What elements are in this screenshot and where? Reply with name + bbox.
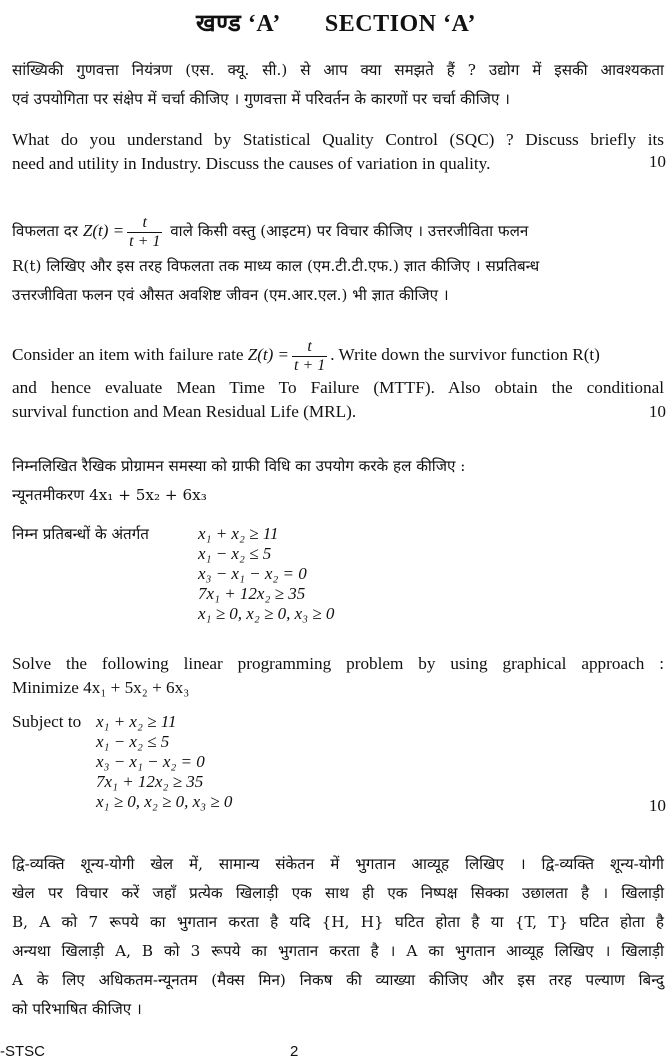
page-number: 2 xyxy=(290,1043,299,1060)
q1-english-line: need and utility in Industry. Discuss the causes of variation in quality. xyxy=(12,154,491,173)
q2-formula-numerator-en: t xyxy=(307,337,312,355)
q3-marks: 10 xyxy=(648,796,666,815)
q2-hindi-prefix: विफलता दर xyxy=(12,222,79,240)
q2-hindi-line: R(t) लिखिए और इस तरह विफलता तक माध्य काल (एम.टी.टी.एफ.) ज्ञात कीजिए । सप्रतिबन्ध xyxy=(12,257,540,275)
q2-formula-denominator: t + 1 xyxy=(129,232,161,250)
q2-formula-lhs-en: Z(t) = xyxy=(247,345,290,364)
q2-marks: 10 xyxy=(648,402,666,421)
q1-hindi-line: एवं उपयोगिता पर संक्षेप में चर्चा कीजिए । गुणवत्ता में परिवर्तन के कारणों पर चर्चा कीजिए । xyxy=(12,90,510,108)
q2-english-line xyxy=(12,334,664,376)
constraint: x₁ + x₂ ≥ 11 xyxy=(198,524,279,543)
q3-english-objective: Minimize 4x₁ + 5x₂ + 6x₃ xyxy=(12,678,190,697)
q4-hindi-line: को परिभाषित कीजिए । xyxy=(12,1000,142,1018)
constraint: 7x₁ + 12x₂ ≥ 35 xyxy=(96,772,204,791)
q2-english-prefix: Consider an item with failure rate xyxy=(12,345,244,364)
q1-english-line: What do you understand by Statistical Quality Control (SQC) ? Discuss briefly its xyxy=(12,130,664,149)
q3-hindi-subject: निम्न प्रतिबन्धों के अंतर्गत xyxy=(12,525,149,543)
q2-formula-lhs: Z(t) = xyxy=(82,221,125,240)
constraint: x₁ + x₂ ≥ 11 xyxy=(96,712,177,731)
q2-formula-fraction xyxy=(127,214,162,251)
q1-hindi xyxy=(12,56,664,114)
q4-hindi-line: A के लिए अधिकतम-न्यूनतम (मैक्स मिन) निकष की व्याख्या कीजिए और इस तरह पल्याण बिन्दु xyxy=(12,971,664,989)
q1-hindi-line: सांख्यिकी गुणवत्ता नियंत्रण (एस. क्यू. सी.) से आप क्या समझते हैं ? उद्योग में इसकी आवश्यकता xyxy=(12,61,664,79)
q2-formula-denominator-en: t + 1 xyxy=(294,356,326,374)
q3-hindi-objective: न्यूनतमीकरण 4x₁ + 5x₂ + 6x₃ xyxy=(12,486,207,504)
constraint: x₃ − x₁ − x₂ = 0 xyxy=(96,752,205,771)
q2-english-line: survival function and Mean Residual Life (MRL). xyxy=(12,402,357,421)
section-heading-english: SECTION ‘A’ xyxy=(324,11,476,37)
q2-formula-fraction-en xyxy=(292,338,327,375)
section-heading-hindi: खण्ड ‘A’ xyxy=(196,11,281,37)
q4-hindi-line: अन्यथा खिलाड़ी A, B को 3 रूपये का भुगतान करता है । A का भुगतान आव्यूह लिखिए । खिलाड़ी xyxy=(12,942,664,960)
q3-hindi-constraints xyxy=(198,524,334,624)
q2-formula-numerator: t xyxy=(142,213,147,231)
constraint: x₁ ≥ 0, x₂ ≥ 0, x₃ ≥ 0 xyxy=(96,792,233,811)
q2-hindi-suffix: वाले किसी वस्तु (आइटम) पर विचार कीजिए । उत्तरजीविता फलन xyxy=(170,222,529,240)
constraint: x₁ ≥ 0, x₂ ≥ 0, x₃ ≥ 0 xyxy=(198,604,335,623)
constraint: x₁ − x₂ ≤ 5 xyxy=(96,732,170,751)
q4-hindi xyxy=(12,850,664,1024)
q4-hindi-line: द्वि-व्यक्ति शून्य-योगी खेल में, सामान्य संकेतन में भुगतान आव्यूह लिखिए । द्वि-व्यक्ति शून्य-योगी xyxy=(12,855,664,873)
constraint: x₃ − x₁ − x₂ = 0 xyxy=(198,564,307,583)
q2-hindi-line xyxy=(12,210,664,252)
q2-hindi xyxy=(12,210,664,310)
q2-english-line: and hence evaluate Mean Time To Failure (MTTF). Also obtain the conditional xyxy=(12,378,664,397)
q3-hindi xyxy=(12,452,664,510)
q1-marks: 10 xyxy=(648,152,666,171)
q3-english-line: Solve the following linear programming problem by using graphical approach : xyxy=(12,654,664,673)
q4-hindi-line: B, A को 7 रूपये का भुगतान करता है यदि {H, H} घटित होता है या {T, T} घटित होता है xyxy=(12,913,664,931)
paper-code: -STSC xyxy=(0,1043,45,1060)
q3-hindi-line: निम्नलिखित रैखिक प्रोग्रामन समस्या को ग्राफी विधि का उपयोग करके हल कीजिए : xyxy=(12,457,466,475)
q3-english-constraints xyxy=(96,712,232,812)
q3-english xyxy=(12,652,664,700)
constraint: 7x₁ + 12x₂ ≥ 35 xyxy=(198,584,306,603)
q3-english-subject: Subject to xyxy=(12,712,82,731)
q2-english-suffix: . Write down the survivor function R(t) xyxy=(330,345,600,364)
constraint: x₁ − x₂ ≤ 5 xyxy=(198,544,272,563)
section-heading xyxy=(0,6,672,39)
q2-english xyxy=(12,334,664,424)
q4-hindi-line: खेल पर विचार करें जहाँ प्रत्येक खिलाड़ी एक साथ ही एक निष्पक्ष सिक्का उछालता है । खिलाड़ी xyxy=(12,884,664,902)
q1-english xyxy=(12,128,664,176)
q2-hindi-line: उत्तरजीविता फलन एवं औसत अवशिष्ट जीवन (एम.आर.एल.) भी ज्ञात कीजिए । xyxy=(12,286,449,304)
